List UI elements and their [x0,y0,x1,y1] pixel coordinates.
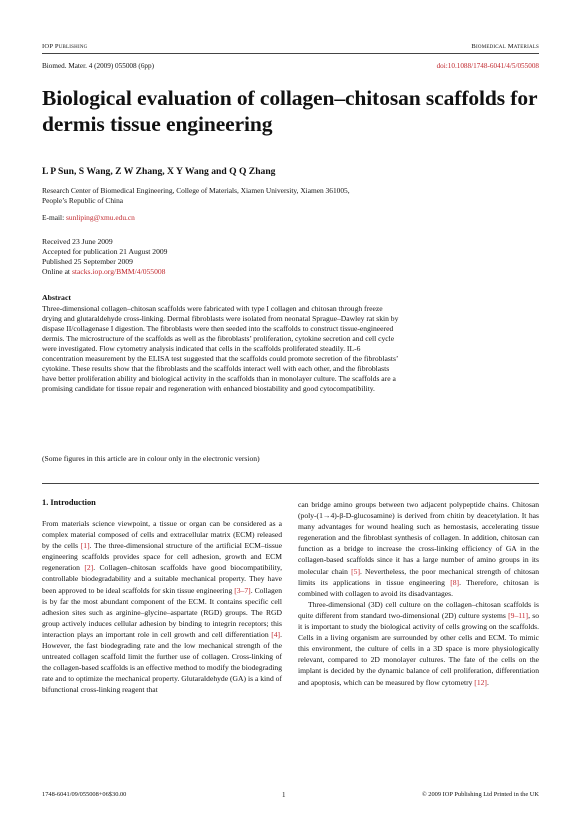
copyright: © 2009 IOP Publishing Ltd Printed in the UK [421,791,539,798]
reference-link[interactable]: [9–11] [508,610,529,620]
online-line [42,267,167,277]
reference-link[interactable]: [5] [351,566,360,576]
published-date: Published 25 September 2009 [42,257,133,266]
colour-note: (Some figures in this article are in colour only in the electronic version) [42,454,260,463]
paragraph-text: . Nevertheless, the poor mechanical strength of chitosan limits its applications in tissue engineering [298,566,540,587]
paragraph-text: . Collagen–chitosan scaffolds have good biocompatibility, controllable biodegradability and a suitable mechanical property. They have been approved to be ideal scaffolds for skin tissue engineering [42,563,282,595]
introduction-left-column [42,518,282,696]
header-rule [42,53,539,54]
publisher-name: IOP Publishing [42,43,88,50]
paragraph [42,518,282,696]
affiliation-line: Research Center of Biomedical Engineering, College of Materials, Xiamen University, Xiamen 361005, [42,186,350,195]
author-list: L P Sun, S Wang, Z W Zhang, X Y Wang and Q Q Zhang [42,166,276,177]
paragraph-text: . However, the fast biodegrading rate and the low mechanical strength of the untreated collagen scaffold limit the further use of collagen. Cross-linking of the collagen-based scaffolds is an effective method to modify the biodegrading rate and to optimize the mechanical property. Glutaraldehyde (GA) is a kind of bifunctional cross-linking reagent that [42,629,282,695]
paragraph [298,499,539,599]
online-label: Online at [42,267,71,276]
paragraph-text: . The three-dimensional structure of the artificial ECM–tissue engineering scaffolds provides space for cell adhesion, growth and ECM regeneration [42,541,282,573]
paragraph-text: From materials science viewpoint, a tissue or organ can be considered as a complex material composed of cells and extracellular matrix (ECM) released by the cells [42,519,282,551]
paragraph-text: Three-dimensional (3D) cell culture on the collagen–chitosan scaffolds is quite different from standard two-dimensional (2D) culture systems [298,599,539,620]
paragraph [298,599,539,688]
publication-dates [42,237,167,277]
reference-link[interactable]: [3–7] [234,585,251,595]
paragraph-text: can bridge amino groups between two adjacent polypeptide chains. Chitosan (poly-(1→4)-β-D-glucosamine) is derived from chitin by deacetylation. It has many advantages for wound healing such as hemostasis, accelerating tissue regeneration and the fibroblast synthesis of collagen. In addition, chitosan can function as a bridge to increase the cross-linking efficiency of GA in the collagen-based scaffolds since it has a large number of amino groups in its molecular chain [298,500,539,576]
reference-link[interactable]: [2] [84,563,94,573]
affiliation [42,186,542,206]
reference-link[interactable]: [12] [474,677,487,687]
paragraph-text: . Therefore, chitosan is combined with collagen to avoid its disadvantages. [298,577,540,598]
paragraph-text: . Collagen is by far the most abundant component of the ECM. It contains specific cell adhesion sites such as arginine–glycine–aspartate (RGD) groups. The RGD group actively induces cellular adhesion by binding to integrin receptors; this interaction plays an important role in cell growth and cell differentiation [42,585,282,639]
section-rule [42,483,539,484]
abstract-text: Three-dimensional collagen–chitosan scaffolds were fabricated with type I collagen and chitosan through freeze drying and glutaraldehyde cross-linking. Dermal fibroblasts were isolated from neonatal Sprague–Dawley rat skin by dispase II/collagenase I digestion. The fibroblasts were then seeded into the scaffolds to construct tissue-engineered dermis. The microstructure of the scaffolds as well as the fibroblasts’ proliferation, cytokine secretion and cell cycle were investigated. Flow cytometry analysis indicated that cells in the scaffolds proliferated steadily. IL-6 concentration measurement by the ELISA test suggested that the scaffolds could promote secretion of the fibroblasts’ cytokine. These results show that the fibroblasts and the scaffolds interact well with each other, and the fibroblasts have better proliferation ability and biological activity in the scaffolds than in monolayer culture. The scaffolds are a promising candidate for tissue repair and regeneration with enhanced biostability and good cytocompatibility. [42,304,399,393]
paragraph-text: , so it is important to study the biological activity of cells growing on the scaffolds. Cells in a living organism are surrounded by other cells and ECM. To mimic this environment, the culture of cells in a 3D space is more physiologically relevant, compared to 2D monolayer cultures. The fate of the cells on the implant is decided by the dynamic balance of cell proliferation, differentiation and apoptosis, which can be measured by flow cytometry [298,610,539,687]
online-link[interactable]: stacks.iop.org/BMM/4/055008 [71,267,166,276]
affiliation-line: People’s Republic of China [42,196,124,205]
reference-link[interactable]: [4] [271,629,281,639]
journal-citation: Biomed. Mater. 4 (2009) 055008 (6pp) [42,62,154,70]
article-title: Biological evaluation of collagen–chitosan scaffolds for dermis tissue engineering [42,86,538,136]
email-line [42,213,135,222]
abstract-heading: Abstract [42,293,72,302]
reference-link[interactable]: [1] [80,541,90,551]
page-number: 1 [282,791,286,799]
journal-name: Biomedical Materials [471,43,539,50]
accepted-date: Accepted for publication 21 August 2009 [42,247,168,256]
email-link[interactable]: sunliping@xmu.edu.cn [66,213,135,222]
reference-link[interactable]: [8] [450,577,460,587]
received-date: Received 23 June 2009 [42,237,113,246]
introduction-heading: 1. Introduction [42,498,96,507]
article-code: 1748-6041/09/055008+06$30.00 [42,791,127,798]
introduction-right-column [298,499,539,688]
paragraph-text: . [486,677,489,687]
email-label: E-mail: [42,213,65,222]
doi-link[interactable]: doi:10.1088/1748-6041/4/5/055008 [436,62,539,70]
